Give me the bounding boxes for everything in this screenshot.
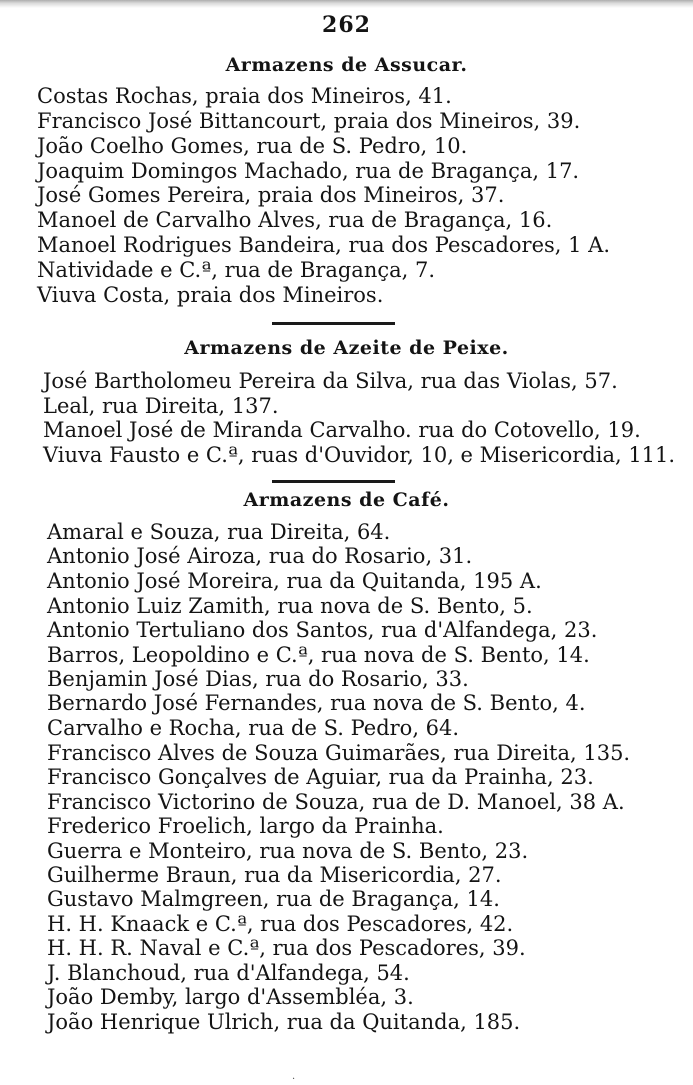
entry: Antonio Tertuliano dos Santos, rua d'Alfandega, 23. (47, 618, 598, 642)
entry: Leal, rua Direita, 137. (43, 394, 279, 418)
entry: Manoel José de Miranda Carvalho. rua do Cotovello, 19. (43, 418, 641, 442)
section-heading-assucar: Armazens de Assucar. (225, 54, 468, 76)
entry: Guilherme Braun, rua da Misericordia, 27. (47, 863, 502, 887)
section-heading-cafe: Armazens de Café. (243, 489, 450, 511)
entry: João Demby, largo d'Assembléa, 3. (47, 985, 414, 1009)
entry: Francisco Gonçalves de Aguiar, rua da Prainha, 23. (47, 765, 594, 789)
entry: Manoel de Carvalho Alves, rua de Bragança, 16. (37, 208, 553, 232)
entry: Antonio José Moreira, rua da Quitanda, 195 A. (47, 569, 542, 593)
entry: José Bartholomeu Pereira da Silva, rua das Violas, 57. (43, 369, 618, 393)
entry: Francisco Alves de Souza Guimarães, rua Direita, 135. (47, 741, 631, 765)
entry: Antonio Luiz Zamith, rua nova de S. Bento, 5. (47, 594, 533, 618)
entry: J. Blanchoud, rua d'Alfandega, 54. (47, 961, 410, 985)
entry: João Coelho Gomes, rua de S. Pedro, 10. (37, 134, 468, 158)
page-number: 262 (322, 12, 371, 38)
entry: Bernardo José Fernandes, rua nova de S. Bento, 4. (47, 691, 586, 715)
entry: Viuva Costa, praia dos Mineiros. (37, 283, 384, 307)
entry: H. H. R. Naval e C.ª, rua dos Pescadores, 39. (47, 936, 526, 960)
entry: Manoel Rodrigues Bandeira, rua dos Pescadores, 1 A. (37, 233, 611, 257)
entry: Barros, Leopoldino e C.ª, rua nova de S. Bento, 14. (47, 643, 590, 667)
entry: Frederico Froelich, largo da Prainha. (47, 814, 444, 838)
entry: João Henrique Ulrich, rua da Quitanda, 185. (47, 1010, 521, 1034)
entry: H. H. Knaack e C.ª, rua dos Pescadores, 42. (47, 912, 514, 936)
entry: Antonio José Airoza, rua do Rosario, 31. (47, 544, 473, 568)
entry: Guerra e Monteiro, rua nova de S. Bento, 23. (47, 839, 529, 863)
entry: Viuva Fausto e C.ª, ruas d'Ouvidor, 10, e Misericordia, 111. (43, 443, 676, 467)
entry: José Gomes Pereira, praia dos Mineiros, 37. (37, 183, 505, 207)
entry: Benjamin José Dias, rua do Rosario, 33. (47, 667, 469, 691)
entry: Costas Rochas, praia dos Mineiros, 41. (37, 84, 452, 108)
section-divider (272, 480, 395, 483)
entry: Joaquim Domingos Machado, rua de Bragança, 17. (37, 159, 580, 183)
entry: Amaral e Souza, rua Direita, 64. (47, 520, 391, 544)
section-heading-azeite: Armazens de Azeite de Peixe. (184, 337, 509, 359)
entry: Carvalho e Rocha, rua de S. Pedro, 64. (47, 716, 460, 740)
section-divider (272, 322, 395, 325)
entry: Gustavo Malmgreen, rua de Bragança, 14. (47, 887, 500, 911)
entry: Natividade e C.ª, rua de Bragança, 7. (37, 258, 436, 282)
footer-mark: · (292, 1074, 296, 1085)
entry: Francisco Victorino de Souza, rua de D. Manoel, 38 A. (47, 790, 625, 814)
page-top-edge (0, 0, 693, 8)
entry: Francisco José Bittancourt, praia dos Mineiros, 39. (37, 109, 581, 133)
